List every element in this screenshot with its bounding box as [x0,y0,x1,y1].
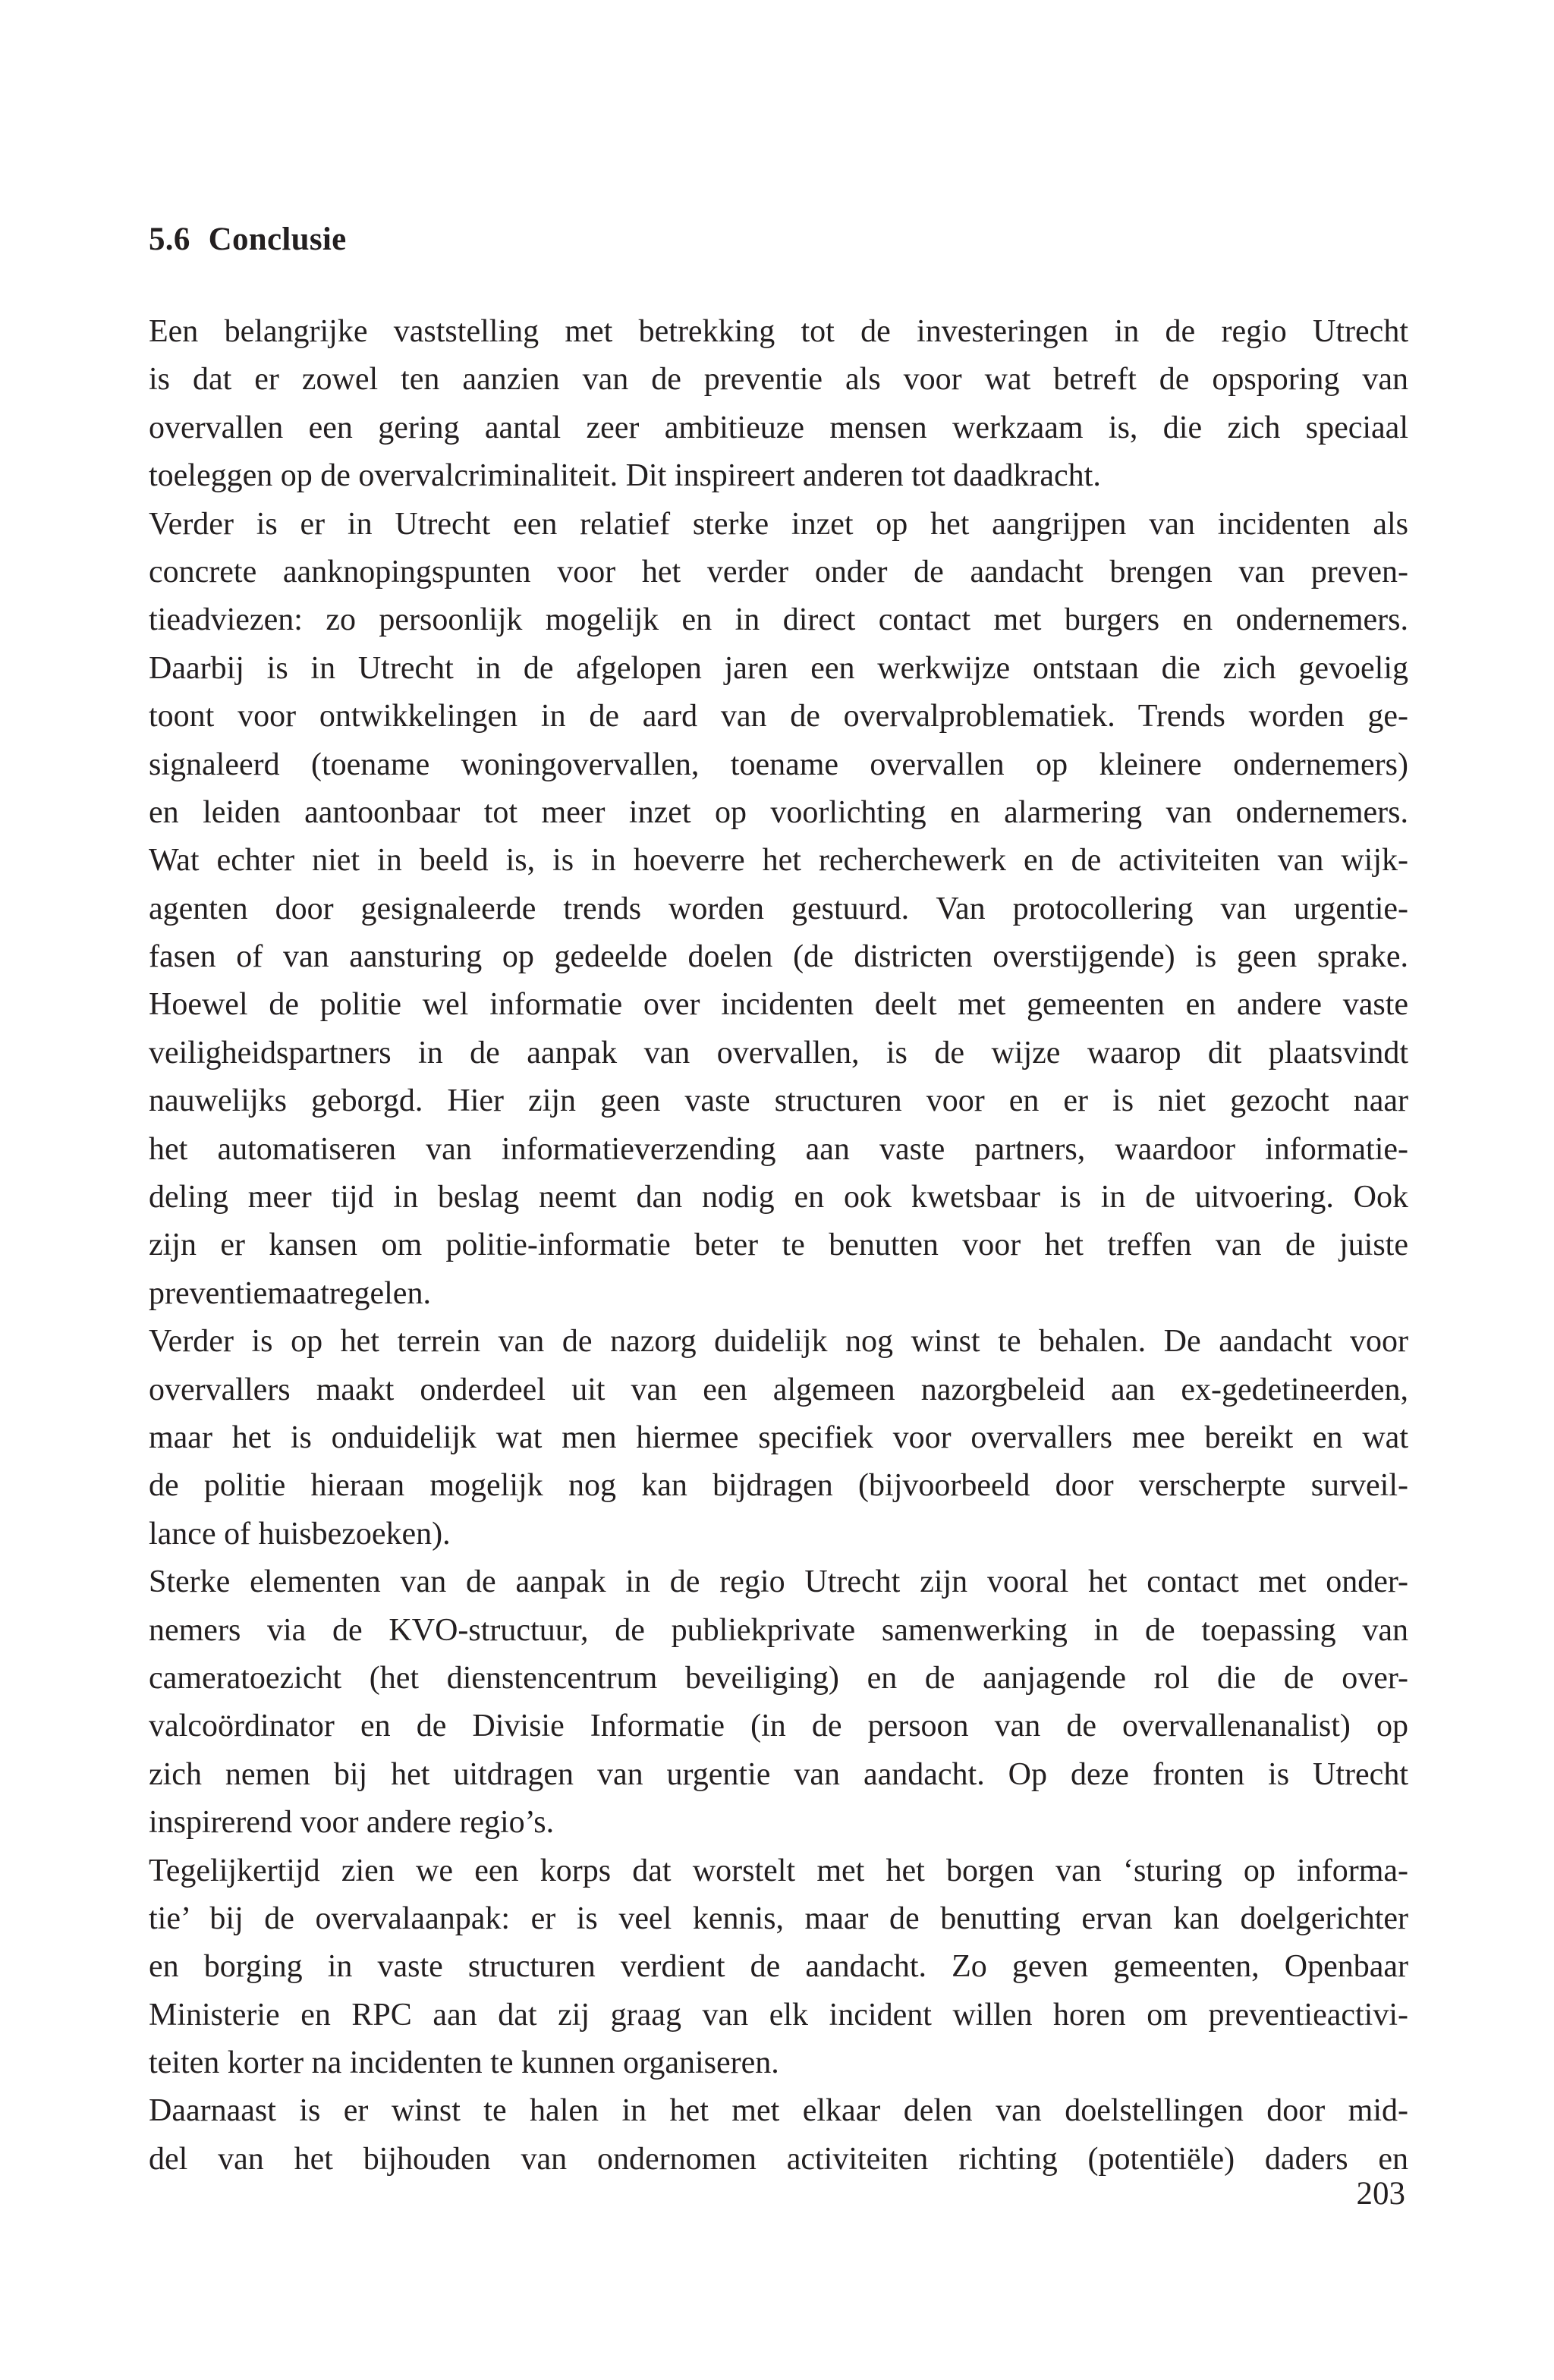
text-line: het automatiseren van informatieverzending aan vaste partners, waardoor informatie- [149,1131,1408,1167]
text-line: veiligheidspartners in de aanpak van overvallen, is de wijze waarop dit plaatsvindt [149,1035,1408,1071]
text-line: Daarnaast is er winst te halen in het met elkaar delen van doelstellingen door mid- [149,2093,1408,2129]
text-line: Verder is op het terrein van de nazorg duidelijk nog winst te behalen. De aandacht voor [149,1324,1408,1360]
section-number: 5.6 [149,222,190,257]
text-line: de politie hieraan mogelijk nog kan bijdragen (bijvoorbeeld door verscherpte surveil- [149,1468,1408,1504]
text-line: valcoördinator en de Divisie Informatie (in de persoon van de overvallenanalist) op [149,1709,1408,1744]
text-line: fasen of van aansturing op gedeelde doelen (de districten overstijgende) is geen sprake. [149,939,1408,975]
body-text [149,308,1408,2184]
text-line: overvallen een gering aantal zeer ambitieuze mensen werkzaam is, die zich speciaal [149,410,1408,445]
text-line: tieadviezen: zo persoonlijk mogelijk en in direct contact met burgers en ondernemers. [149,602,1408,638]
text-line: Ministerie en RPC aan dat zij graag van elk incident willen horen om preventieactivi- [149,1997,1408,2033]
text-line: nemers via de KVO-structuur, de publiekprivate samenwerking in de toepassing van [149,1612,1408,1648]
text-line: agenten door gesignaleerde trends worden gestuurd. Van protocollering van urgentie- [149,891,1408,926]
text-line: zijn er kansen om politie-informatie beter te benutten voor het treffen van de juiste [149,1228,1408,1263]
text-line: Tegelijkertijd zien we een korps dat worstelt met het borgen van ‘sturing op informa- [149,1853,1408,1888]
text-line: maar het is onduidelijk wat men hiermee specifiek voor overvallers mee bereikt en wat [149,1420,1408,1455]
text-line: concrete aanknopingspunten voor het verder onder de aandacht brengen van preven- [149,554,1408,589]
text-line: nauwelijks geborgd. Hier zijn geen vaste structuren voor en er is niet gezocht naar [149,1083,1408,1119]
text-line: en leiden aantoonbaar tot meer inzet op voorlichting en alarmering van ondernemers. [149,794,1408,830]
text-line: zich nemen bij het uitdragen van urgentie van aandacht. Op deze fronten is Utrecht [149,1756,1408,1792]
text-line: preventiemaatregelen. [149,1275,431,1311]
text-line: Wat echter niet in beeld is, is in hoeverre het recherchewerk en de activiteiten van wijk- [149,843,1408,879]
text-line: inspirerend voor andere regio’s. [149,1805,555,1841]
text-line: Sterke elementen van de aanpak in de regio Utrecht zijn vooral het contact met onder- [149,1564,1408,1600]
text-line: Verder is er in Utrecht een relatief sterke inzet op het aangrijpen van incidenten als [149,506,1408,542]
text-line: tie’ bij de overvalaanpak: er is veel kennis, maar de benutting ervan kan doelgerichter [149,1901,1408,1936]
text-line: en borging in vaste structuren verdient de aandacht. Zo geven gemeenten, Openbaar [149,1949,1408,1985]
text-line: Hoewel de politie wel informatie over incidenten deelt met gemeenten en andere vaste [149,987,1408,1023]
section-title: Conclusie [208,222,347,257]
text-line: deling meer tijd in beslag neemt dan nodig en ook kwetsbaar is in de uitvoering. Ook [149,1180,1408,1215]
text-line: teiten korter na incidenten te kunnen organiseren. [149,2045,779,2081]
text-line: Een belangrijke vaststelling met betrekking tot de investeringen in de regio Utrecht [149,314,1408,349]
text-line: signaleerd (toename woningovervallen, toename overvallen op kleinere ondernemers) [149,747,1408,782]
text-line: toont voor ontwikkelingen in de aard van de overvalproblematiek. Trends worden ge- [149,699,1408,734]
text-line: toeleggen op de overvalcriminaliteit. Dit inspireert anderen tot daadkracht. [149,458,1101,494]
text-line: Daarbij is in Utrecht in de afgelopen jaren een werkwijze ontstaan die zich gevoelig [149,650,1408,686]
text-line: overvallers maakt onderdeel uit van een algemeen nazorgbeleid aan ex-gedetineerden, [149,1372,1408,1407]
text-line: is dat er zowel ten aanzien van de preventie als voor wat betreft de opsporing van [149,362,1408,398]
text-line: lance of huisbezoeken). [149,1516,451,1552]
section-heading [149,217,347,263]
text-line: cameratoezicht (het dienstencentrum beveiliging) en de aanjagende rol die de over- [149,1660,1408,1696]
page-number: 203 [1356,2176,1405,2212]
text-line: del van het bijhouden van ondernomen activiteiten richting (potentiële) daders en [149,2141,1408,2177]
